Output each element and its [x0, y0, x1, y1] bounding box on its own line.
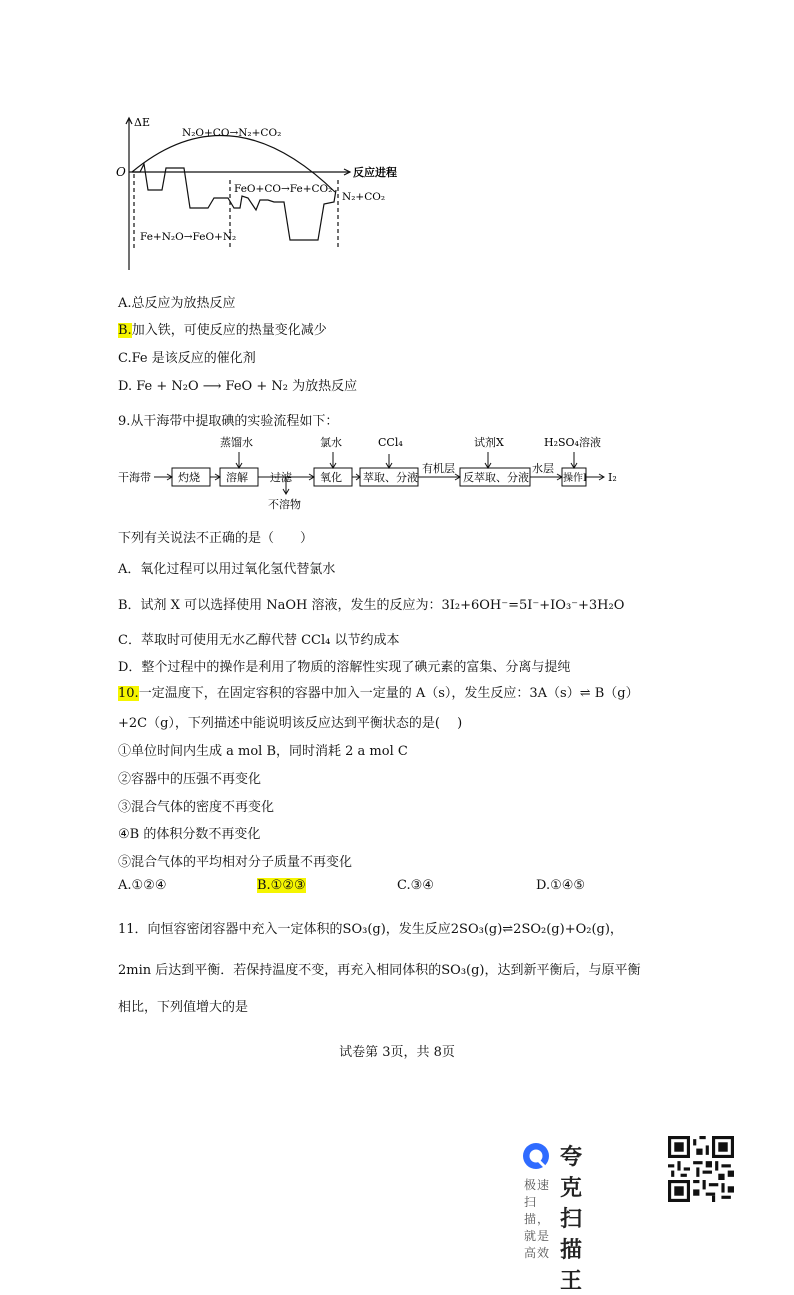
q10-stem-text: 一定温度下，在固定容积的容器中加入一定量的 A（s），发生反应：3A（s）⇌ B（g）	[138, 686, 639, 701]
end-label: N₂+CO₂	[342, 191, 386, 203]
q10-option-a: A.①②④	[118, 878, 167, 893]
scanner-logo-icon	[520, 1140, 552, 1172]
q10-statement-5: ⑤混合气体的平均相对分子质量不再变化	[118, 855, 353, 870]
flow-step-back-extract: 反萃取、分液	[463, 471, 529, 484]
origin-label: O	[116, 165, 126, 179]
flow-step-filter: 过滤	[270, 471, 292, 484]
flow-end: I₂	[608, 471, 617, 484]
y-axis-label: ΔE	[134, 116, 150, 129]
q10-statement-4: ④B 的体积分数不再变化	[118, 827, 261, 842]
q11-line2: 2min 后达到平衡．若保持温度不变，再充入相同体积的SO₃(g)，达到新平衡后，与原平衡	[118, 963, 641, 978]
flow-output-insoluble: 不溶物	[268, 498, 301, 511]
q10-statement-1: ①单位时间内生成 a mol B，同时消耗 2 a mol C	[118, 744, 408, 759]
q8-option-b-letter: B.	[118, 323, 132, 338]
q10-stem-line1	[118, 682, 639, 701]
qr-code-icon	[668, 1136, 734, 1202]
q10-number: 10.	[118, 686, 139, 701]
flow-input-water: 蒸馏水	[220, 436, 253, 449]
q8-option-a: A.总反应为放热反应	[118, 296, 236, 311]
q10-option-c: C.③④	[397, 878, 434, 893]
q11-line3: 相比，下列值增大的是	[118, 1000, 249, 1015]
q9-question: 下列有关说法不正确的是（ ）	[118, 531, 314, 546]
flow-organic-layer: 有机层	[422, 462, 455, 475]
page-footer: 试卷第 3页，共 8页	[339, 1045, 455, 1060]
q8-option-d: D. Fe + N₂O ⟶ FeO + N₂ 为放热反应	[118, 379, 358, 394]
q10-option-b: B.①②③	[257, 878, 306, 893]
energy-diagram	[110, 110, 470, 280]
flow-aqueous-layer: 水层	[532, 462, 554, 475]
flow-input-h2so4: H₂SO₄溶液	[544, 436, 601, 449]
extraction-flowchart	[116, 432, 626, 522]
flow-step-burn: 灼烧	[178, 471, 200, 484]
q10-option-d: D.①④⑤	[536, 878, 586, 893]
q8-option-b-text: 加入铁，可使反应的热量变化减少	[131, 323, 327, 338]
q11-line1: 11．向恒容密闭容器中充入一定体积的SO₃(g)，发生反应2SO₃(g)⇌2SO₂(g)+O₂(g)，	[118, 922, 623, 937]
total-reaction-label: N₂O+CO→N₂+CO₂	[182, 127, 282, 139]
q10-statement-2: ②容器中的压强不再变化	[118, 772, 262, 787]
flow-step-operation: 操作I	[563, 473, 587, 484]
q9-option-d: D．整个过程中的操作是利用了物质的溶解性实现了碘元素的富集、分离与提纯	[118, 660, 571, 675]
flow-step-oxidize: 氧化	[320, 471, 342, 484]
q9-stem: 9.从干海带中提取碘的实验流程如下：	[118, 414, 339, 429]
step2-label: FeO+CO→Fe+CO₂	[234, 183, 333, 195]
brand-subtitle: 极速扫描，就是高效	[524, 1178, 551, 1260]
q8-option-b	[118, 319, 327, 338]
q8-option-c: C.Fe 是该反应的催化剂	[118, 351, 256, 366]
flow-step-extract: 萃取、分液	[363, 471, 418, 484]
q10-stem-line2: +2C（g），下列描述中能说明该反应达到平衡状态的是( )	[118, 716, 463, 731]
flow-input-ccl4: CCl₄	[378, 436, 403, 449]
flow-step-dissolve: 溶解	[226, 471, 248, 484]
flow-start: 干海带	[118, 471, 151, 484]
q10-statement-3: ③混合气体的密度不再变化	[118, 800, 275, 815]
step1-label: Fe+N₂O→FeO+N₂	[140, 231, 237, 243]
brand-title: 夸克扫描王	[560, 1145, 583, 1294]
q9-option-a: A．氧化过程可以用过氧化氢代替氯水	[118, 562, 336, 577]
flow-input-reagent-x: 试剂X	[474, 436, 504, 449]
q9-option-b: B．试剂 X 可以选择使用 NaOH 溶液，发生的反应为：3I₂+6OH⁻=5I⁻+IO₃⁻+3H₂O	[118, 598, 625, 613]
flow-input-chlorine: 氯水	[320, 436, 342, 449]
x-axis-label: 反应进程	[353, 166, 397, 179]
q9-option-c: C．萃取时可使用无水乙醇代替 CCl₄ 以节约成本	[118, 633, 400, 648]
